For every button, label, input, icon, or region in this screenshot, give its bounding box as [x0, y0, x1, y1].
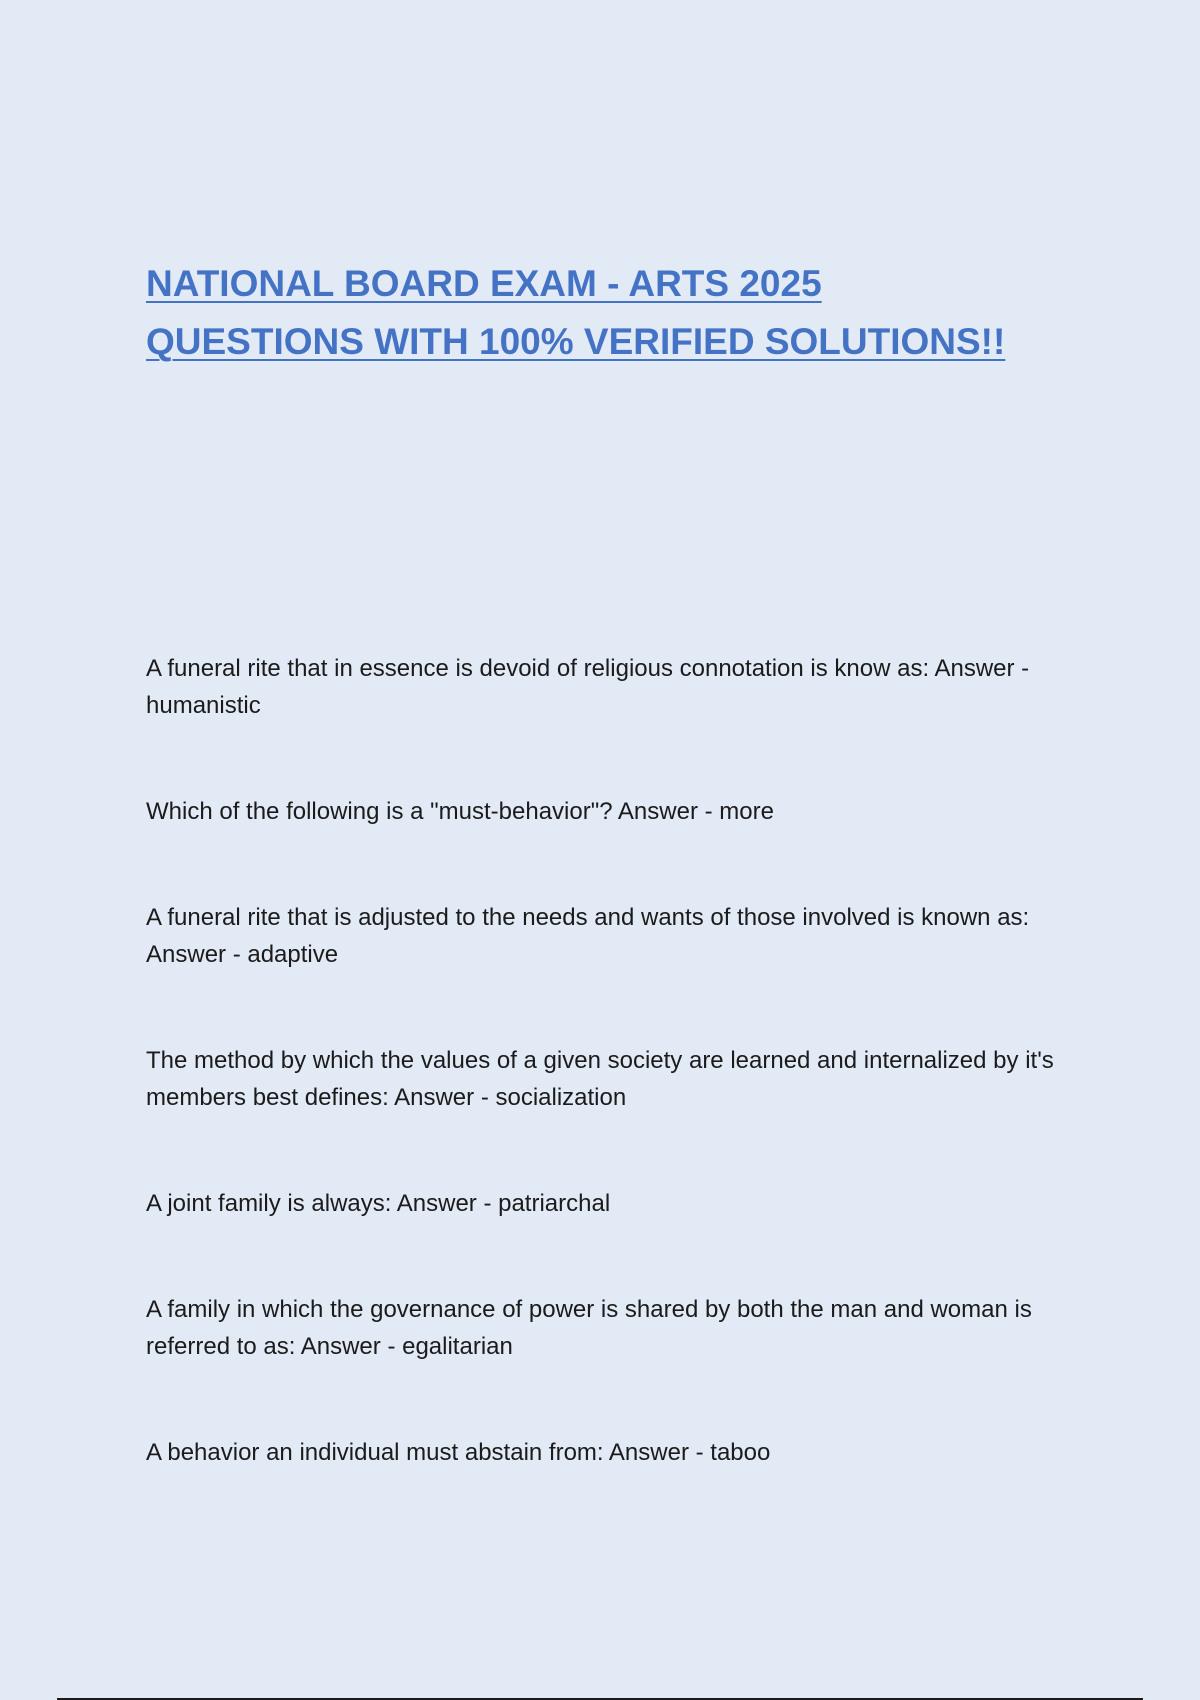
title-line-1: NATIONAL BOARD EXAM - ARTS 2025 [146, 263, 822, 304]
qa-item: A behavior an individual must abstain from: Answer - taboo [146, 1439, 771, 1466]
qa-item: A funeral rite that in essence is devoid of religious connotation is know as: Answer - humanistic [146, 655, 1030, 719]
qa-item: A joint family is always: Answer - patriarchal [146, 1190, 611, 1217]
qa-item: A family in which the governance of power is shared by both the man and woman is referred to as: Answer - egalitarian [146, 1296, 1032, 1360]
qa-item: Which of the following is a "must-behavior"? Answer - more [146, 798, 774, 825]
document-title [146, 255, 1106, 371]
title-line-2: QUESTIONS WITH 100% VERIFIED SOLUTIONS!! [146, 321, 1006, 362]
qa-item: The method by which the values of a given society are learned and internalized by it's members best defines: Answer - socialization [146, 1047, 1054, 1111]
qa-item: A funeral rite that is adjusted to the needs and wants of those involved is known as: Answer - adaptive [146, 904, 1030, 968]
question-answer-list [146, 650, 1076, 1471]
